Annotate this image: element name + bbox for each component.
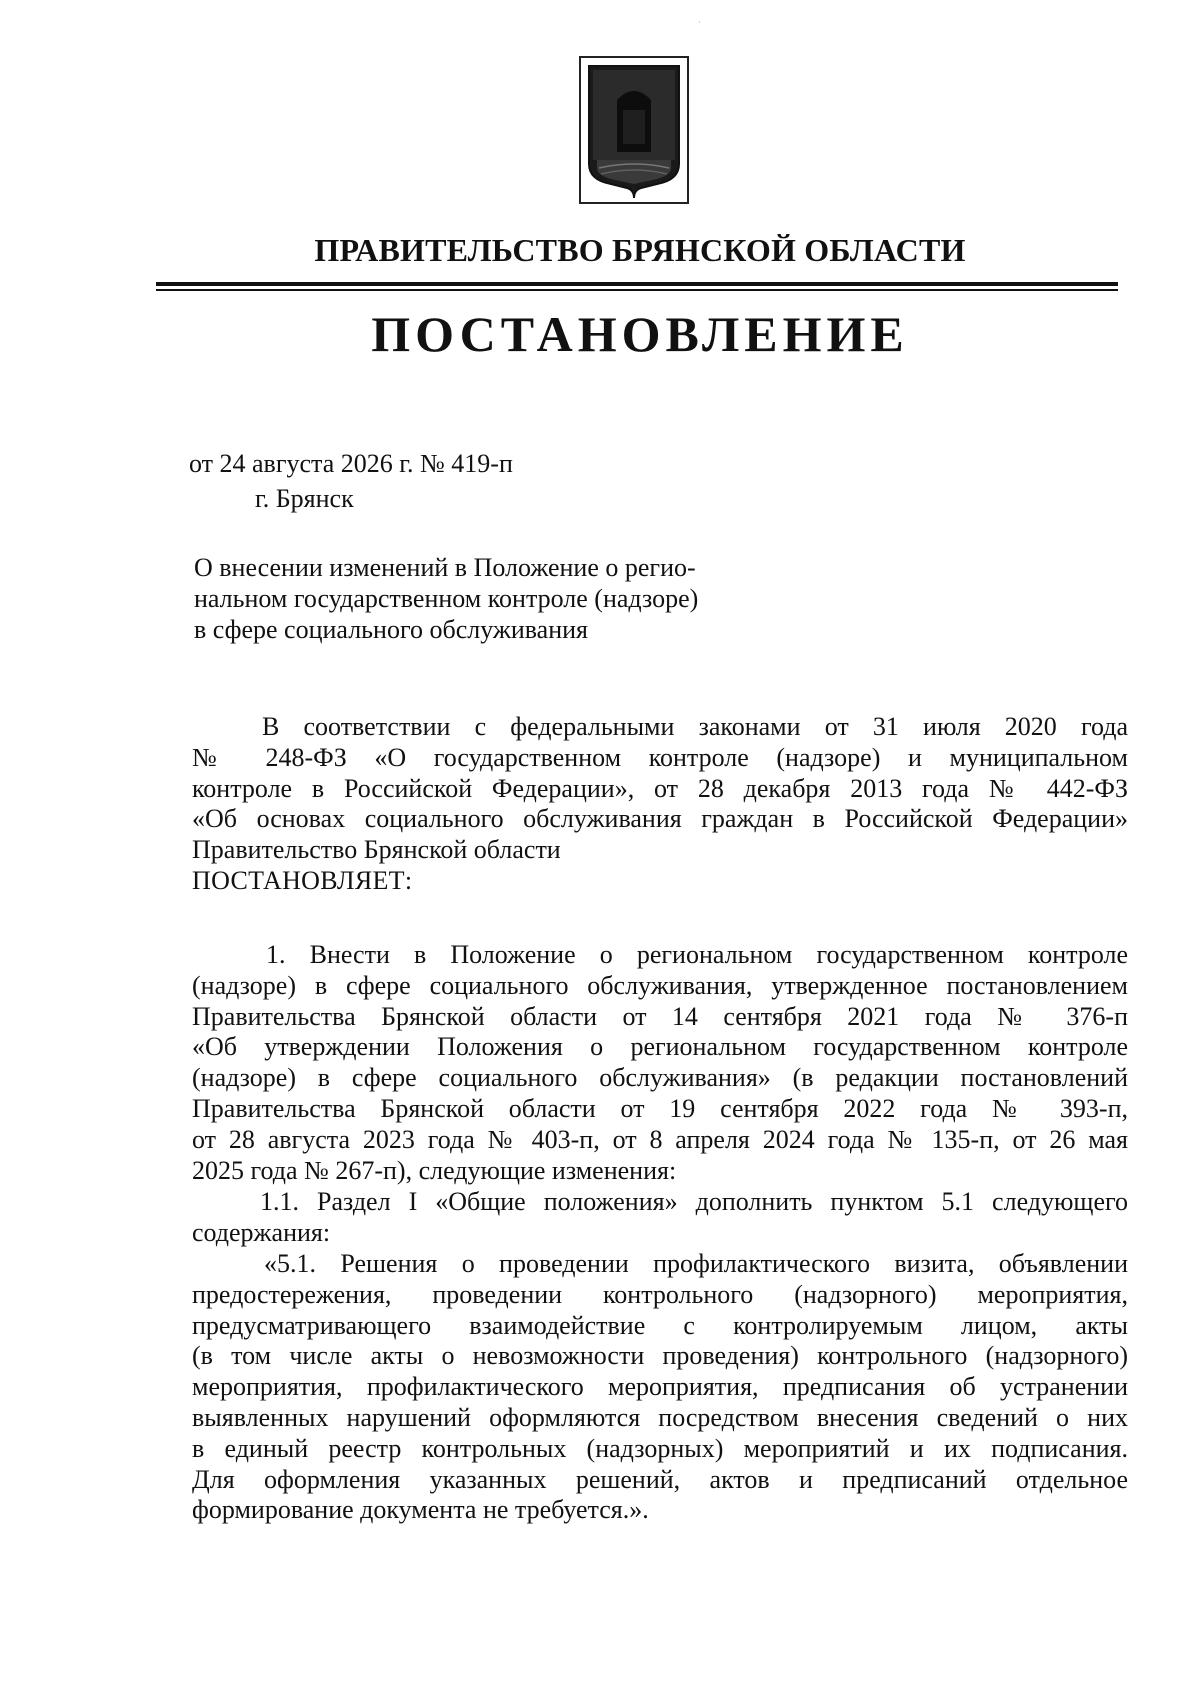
subject-line: О внесении изменений в Положение о регио- (194, 553, 696, 582)
subject-line: в сфере социального обслуживания (194, 615, 588, 644)
item-5-1-line: предостережения, проведении контрольного (надзорного) мероприятия, (192, 1279, 1128, 1309)
item-5-1-line: формирование документа не требуется.». (192, 1495, 649, 1525)
preamble-line: «Об основах социального обслуживания граждан в Российской Федерации» (192, 804, 1128, 834)
item-1-line: (надзоре) в сфере социального обслуживания» (в редакции постановлений (192, 1063, 1128, 1093)
decree-word: ПОСТАНОВЛЯЕТ: (192, 865, 413, 895)
item-5-1-line: мероприятия, профилактического мероприятия, предписания об устранении (192, 1372, 1128, 1402)
preamble-line: № 248-ФЗ «О государственном контроле (надзоре) и муниципальном (192, 742, 1128, 772)
document-date-number: от 24 августа 2026 г. № 419-п (189, 449, 513, 478)
document-subject (194, 552, 698, 645)
item-1 (192, 940, 1128, 1186)
item-5-1-line: Для оформления указанных решений, актов и предписаний отдельное (192, 1464, 1128, 1494)
item-1-line: Правительства Брянской области от 19 сентября 2022 года № 393-п, (192, 1093, 1128, 1123)
coat-of-arms-icon (579, 56, 689, 204)
preamble-line: В соответствии с федеральными законами от 31 июля 2020 года (262, 712, 1128, 741)
header-divider-thick (156, 282, 1118, 286)
item-5-1 (192, 1249, 1128, 1526)
item-1-line: (надзоре) в сфере социального обслуживания, утвержденное постановлением (192, 970, 1128, 1000)
item-1-line: «Об утверждении Положения о региональном государственном контроле (192, 1032, 1128, 1062)
item-1-1-line: содержания: (192, 1217, 331, 1247)
item-1-line: от 28 августа 2023 года № 403-п, от 8 апреля 2024 года № 135-п, от 26 мая (192, 1124, 1128, 1154)
preamble-line: контроле в Российской Федерации», от 28 декабря 2013 года № 442-ФЗ (192, 773, 1128, 803)
item-5-1-line: предусматривающего взаимодействие с контролируемым лицом, акты (192, 1310, 1128, 1340)
scan-artifact: · (698, 18, 701, 27)
item-1-line: 1. Внести в Положение о региональном государственном контроле (266, 940, 1128, 969)
issuing-authority: ПРАВИТЕЛЬСТВО БРЯНСКОЙ ОБЛАСТИ (314, 232, 966, 268)
item-1-1 (192, 1187, 1128, 1249)
item-5-1-line: в единый реестр контрольных (надзорных) мероприятий и их подписания. (192, 1433, 1128, 1463)
document-type-title: ПОСТАНОВЛЕНИЕ (371, 306, 909, 362)
preamble (192, 712, 1128, 897)
document-city: г. Брянск (255, 484, 354, 513)
subject-line: нальном государственном контроле (надзоре) (194, 584, 699, 613)
item-5-1-line: «5.1. Решения о проведении профилактического визита, объявлении (264, 1249, 1128, 1278)
item-1-1-line: 1.1. Раздел I «Общие положения» дополнить пунктом 5.1 следующего (260, 1187, 1128, 1216)
item-5-1-line: выявленных нарушений оформляются посредством внесения сведений о них (192, 1402, 1128, 1432)
header-divider-thin (156, 289, 1118, 291)
item-1-line: 2025 года № 267-п), следующие изменения: (192, 1155, 677, 1185)
preamble-line: Правительство Брянской области (192, 835, 561, 865)
item-5-1-line: (в том числе акты о невозможности проведения) контрольного (надзорного) (192, 1341, 1128, 1371)
item-1-line: Правительства Брянской области от 14 сентября 2021 года № 376-п (192, 1001, 1128, 1031)
